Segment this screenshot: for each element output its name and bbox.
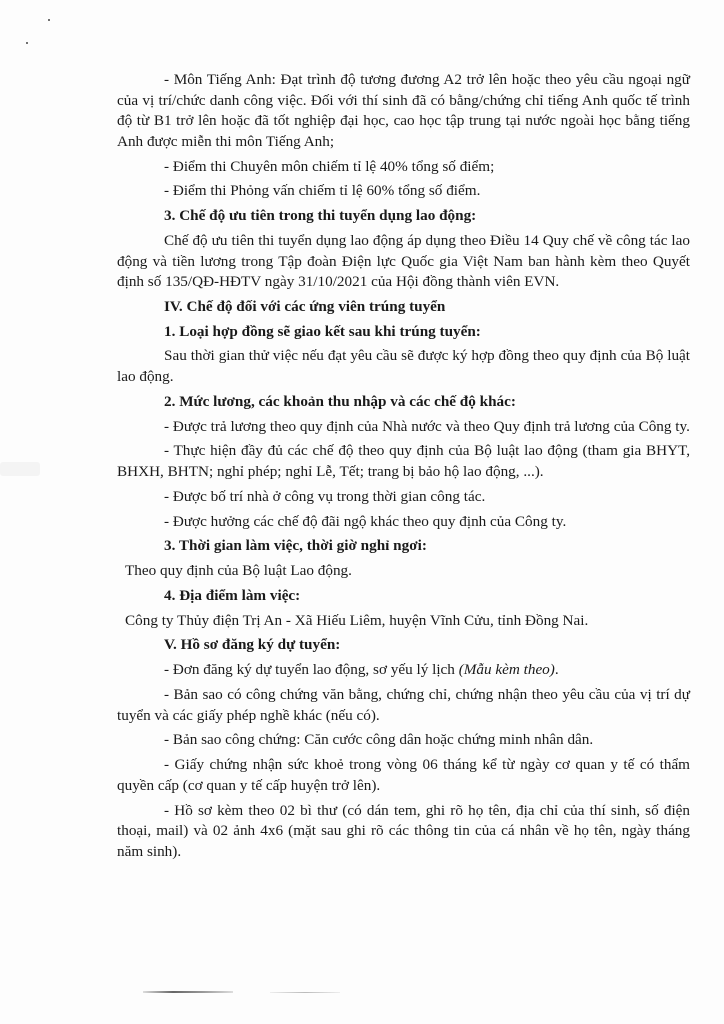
scan-speck [26, 42, 28, 44]
dossier-item: - Bản sao công chứng: Căn cước công dân hoặc chứng minh nhân dân. [164, 731, 594, 749]
priority-paragraph: Chế độ ưu tiên thi tuyển dụng lao động áp dụng theo Điều 14 Quy chế về công tác lao động và tiền lương trong Tập đoàn Điện lực Quốc gia Việt Nam ban hành kèm theo Quyết định số 135/QĐ-HĐTV ngày 31/10/2021 của Hội đồng thành viên EVN. [117, 231, 690, 291]
dossier-item: - Giấy chứng nhận sức khoẻ trong vòng 06 tháng kể từ ngày cơ quan y tế có thẩm quyền cấp (cơ quan y tế cấp huyện trở lên). [117, 756, 690, 794]
dossier-item: - Bản sao có công chứng văn bằng, chứng chỉ, chứng nhận theo yêu cầu của vị trí dự tuyển và các giấy phép nghề khác (nếu có). [117, 686, 690, 724]
dossier-item-text: - Đơn đăng ký dự tuyển lao động, sơ yếu lý lịch [164, 661, 459, 679]
dossier-item-italic: (Mẫu kèm theo) [458, 661, 555, 679]
scan-speck [48, 19, 50, 21]
dossier-item-tail: . [554, 661, 559, 679]
section-heading-location: 4. Địa điểm làm việc: [164, 586, 301, 604]
section-heading-working-time: 3. Thời gian làm việc, thời giờ nghỉ ngơi: [164, 537, 427, 555]
salary-item: - Được hưởng các chế độ đãi ngộ khác theo quy định của Công ty. [164, 512, 567, 530]
salary-item: - Được trả lương theo quy định của Nhà nước và theo Quy định trả lương của Công ty. [164, 417, 690, 435]
salary-item: - Được bố trí nhà ở công vụ trong thời gian công tác. [164, 487, 486, 505]
section-heading-priority: 3. Chế độ ưu tiên trong thi tuyển dụng lao động: [164, 207, 477, 225]
dossier-item: - Hồ sơ kèm theo 02 bì thư (có dán tem, ghi rõ họ tên, địa chỉ của thí sinh, số điện thoại, mail) và 02 ảnh 4x6 (mặt sau ghi rõ các thông tin của cá nhân về họ tên, ngày tháng năm sinh). [117, 801, 690, 860]
section-heading-salary: 2. Mức lương, các khoản thu nhập và các chế độ khác: [164, 392, 516, 410]
section-heading-contract: 1. Loại hợp đồng sẽ giao kết sau khi trúng tuyển: [164, 322, 481, 340]
working-time-paragraph: Theo quy định của Bộ luật Lao động. [125, 562, 352, 580]
scan-artifact-line [270, 992, 340, 993]
scan-artifact-line [143, 991, 233, 993]
dossier-item [117, 660, 690, 681]
document-page [117, 70, 690, 867]
contract-paragraph: Sau thời gian thử việc nếu đạt yêu cầu sẽ được ký hợp đồng theo quy định của Bộ luật lao động. [117, 347, 690, 386]
scan-smudge [0, 462, 40, 476]
salary-item: - Thực hiện đầy đủ các chế độ theo quy định của Bộ luật lao động (tham gia BHYT, BHXH, BHTN; nghỉ phép; nghỉ Lễ, Tết; trang bị bảo hộ lao động, ...). [117, 442, 690, 480]
specialty-score-weight: - Điểm thi Chuyên môn chiếm tỉ lệ 40% tổng số điểm; [164, 157, 495, 175]
location-paragraph: Công ty Thủy điện Trị An - Xã Hiếu Liêm, huyện Vĩnh Cửu, tỉnh Đồng Nai. [125, 611, 589, 629]
section-heading-v: V. Hồ sơ đăng ký dự tuyển: [164, 636, 341, 654]
interview-score-weight: - Điểm thi Phỏng vấn chiếm tỉ lệ 60% tổng số điểm. [164, 182, 481, 200]
english-requirement: - Môn Tiếng Anh: Đạt trình độ tương đương A2 trở lên hoặc theo yêu cầu ngoại ngữ của vị trí/chức danh công việc. Đối với thí sinh đã có bằng/chứng chỉ tiếng Anh quốc tế trình độ từ B1 trở lên hoặc đã tốt nghiệp đại học, cao học tập trung tại nước ngoài học bằng tiếng Anh được miễn thi môn Tiếng Anh; [117, 71, 690, 150]
section-heading-iv: IV. Chế độ đối với các ứng viên trúng tuyển [164, 297, 446, 315]
